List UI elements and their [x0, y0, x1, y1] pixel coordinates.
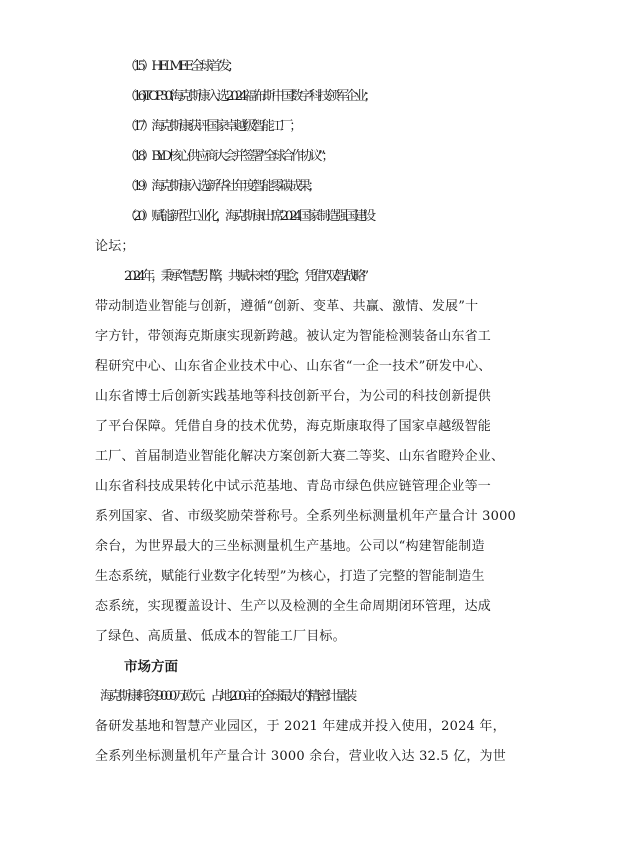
list-item: （16)TOP30!海克斯康入选 2024 福布斯中国数字科技领军企业； — [124, 89, 374, 104]
list-item: （20）赋能新型工业化，海克斯康出席 2024 国家制造强国建设 — [124, 209, 373, 224]
list-item: （15）HELMEE 全球首发； — [124, 59, 237, 74]
list-item: （18）BYD 核心供应商大会并签署“全球合作协议”； — [124, 149, 331, 164]
paragraph-line: 程研究中心、山东省企业技术中心、山东省“一企一技术”研发中心、 — [95, 359, 492, 374]
paragraph-line: 全系列坐标测量机年产量合计 3000 余台，营业收入达 32.5 亿，为世 — [95, 749, 506, 764]
list-item: （19）海克斯康入选新华社年度智能零碳成果； — [124, 179, 317, 194]
paragraph-line: 工厂、首届制造业智能化解决方案创新大赛二等奖、山东省瞪羚企业、 — [95, 449, 505, 464]
list-item: （17）海克斯康获评国家卓越级智能工厂； — [124, 119, 299, 134]
paragraph-line: 了绿色、高质量、低成本的智能工厂目标。 — [95, 629, 346, 644]
paragraph-line: 山东省博士后创新实践基地等科技创新平台，为公司的科技创新提供 — [95, 389, 492, 404]
paragraph-line: 带动制造业智能与创新，遵循“创新、变革、共赢、激情、发展”十 — [95, 299, 479, 314]
paragraph-line: 山东省科技成果转化中试示范基地、青岛市绿色供应链管理企业等一 — [95, 479, 492, 494]
paragraph-line: 余台，为世界最大的三坐标测量机生产基地。公司以“构建智能制造 — [95, 539, 485, 554]
paragraph-line: 2024 年，秉承“智慧引擎，共赋未来”的理念，凭借“双智战略” — [124, 269, 366, 284]
paragraph-line: 生态系统，赋能行业数字化转型”为核心，打造了完整的智能制造生 — [95, 569, 485, 584]
list-item-continuation: 论坛； — [95, 239, 135, 254]
paragraph-line: 字方针，带领海克斯康实现新跨越。被认定为智能检测装备山东省工 — [95, 329, 492, 344]
paragraph-line: 态系统，实现覆盖设计、生产以及检测的全生命周期闭环管理，达成 — [95, 599, 492, 614]
paragraph-line: 备研发基地和智慧产业园区，于 2021 年建成并投入使用，2024 年， — [95, 719, 506, 734]
paragraph-line: 系列国家、省、市级奖励荣誉称号。全系列坐标测量机年产量合计 3000 — [95, 509, 517, 524]
paragraph-line: 了平台保障。凭借自身的技术优势，海克斯康取得了国家卓越级智能 — [95, 419, 492, 434]
paragraph-line: 海克斯康耗资 9000 万欧元、占地 200 亩的全球最大的精密计量装 — [100, 689, 354, 704]
section-heading: 市场方面 — [124, 659, 178, 675]
